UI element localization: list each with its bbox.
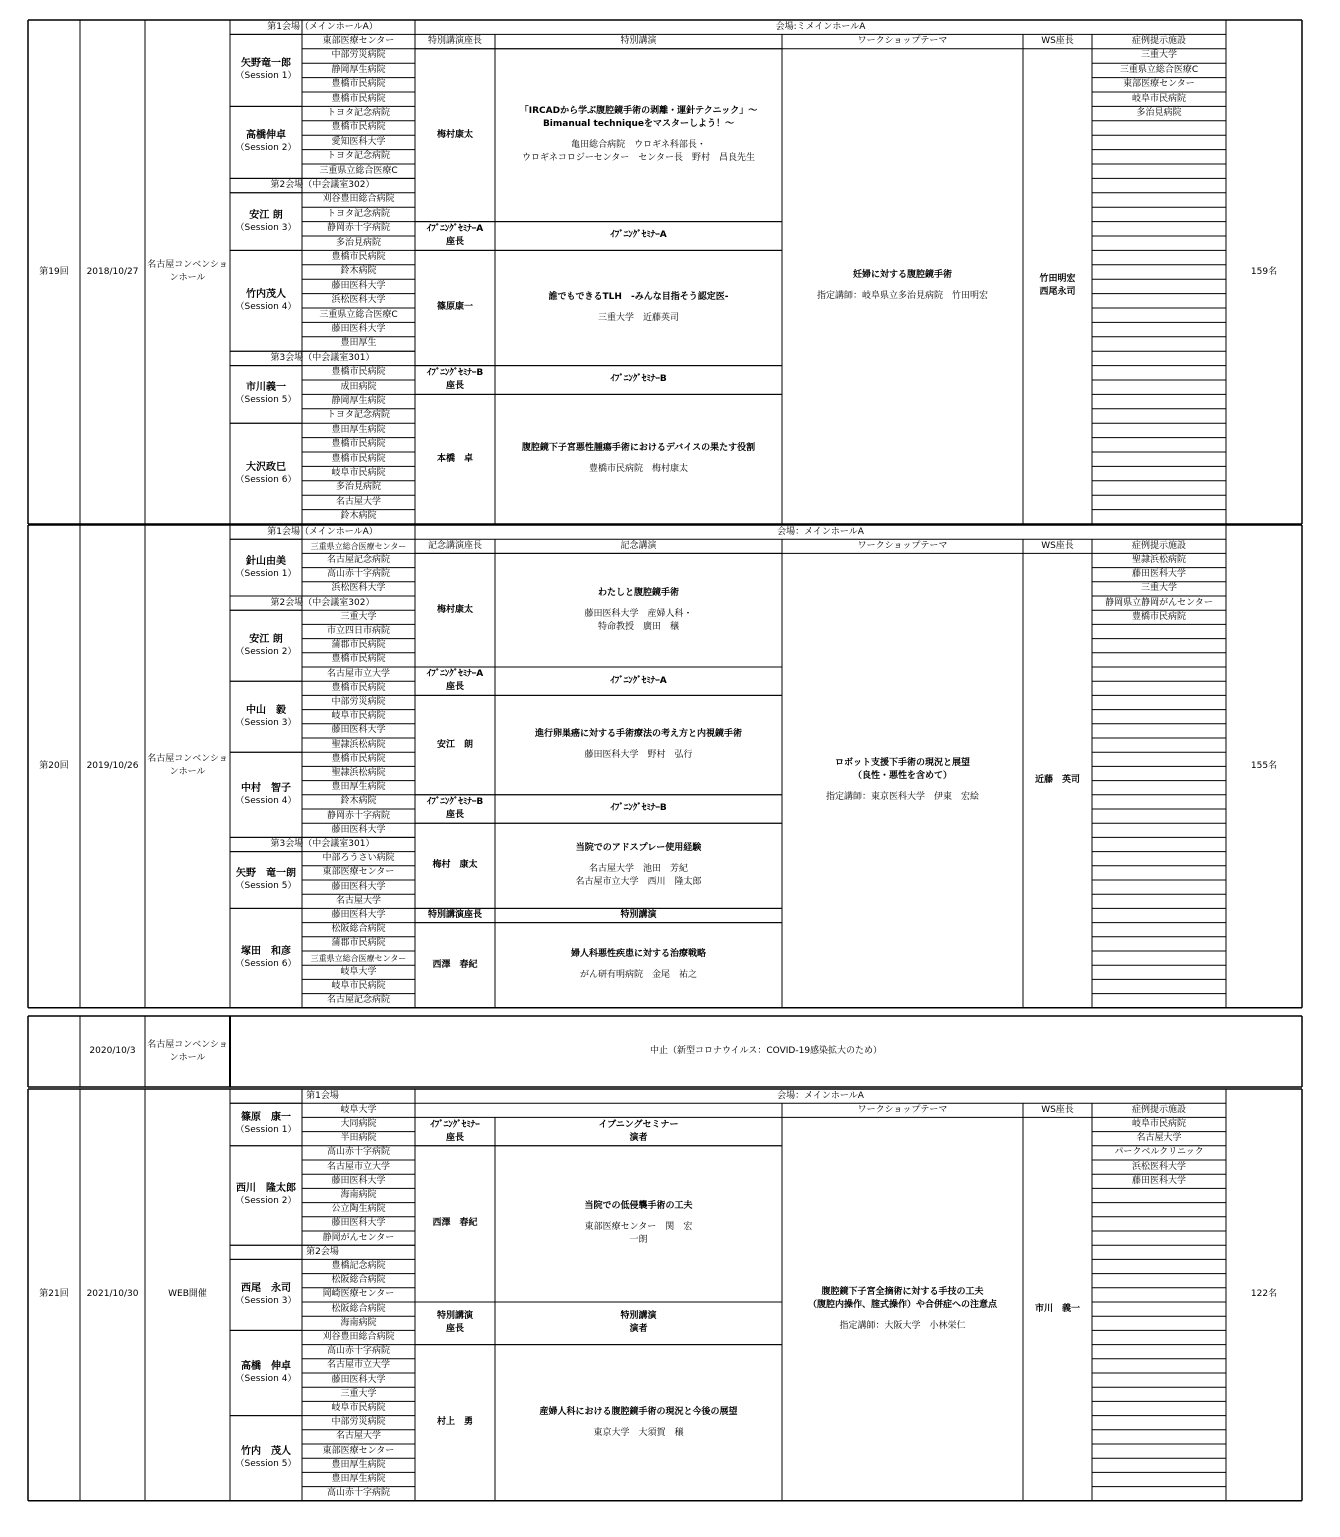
- lecture-title: 当院での低侵襲手術の工夫: [584, 1201, 693, 1212]
- lecture-title: 誰でもできるTLH -みんな目指そう認定医-: [548, 291, 729, 302]
- hospital-cell: 成田病院: [340, 381, 377, 392]
- lecture-speaker: 亀田総合病院 ウロギネ科部長・ ウロギネコロジーセンター センター長 野村 昌良先生: [522, 140, 755, 164]
- workshop-lecturer: 指定講師：大阪大学 小林栄仁: [839, 1320, 966, 1331]
- chair-name: 矢野竜一郎: [241, 58, 291, 70]
- header-cases: 症例提示施設: [1131, 1104, 1186, 1115]
- header-ws-chair: WS座長: [1041, 1104, 1074, 1115]
- lecture-chair: 梅村 康太: [432, 860, 478, 871]
- hospital-cell: 松阪総合病院: [331, 924, 386, 935]
- lecture-chair: ｲﾌﾞﾆﾝｸﾞｾﾐﾅｰA 座長: [426, 223, 484, 247]
- hospital-cell: 豊田厚生病院: [331, 424, 386, 435]
- session-label: （Session 5）: [235, 880, 297, 891]
- hospital-cell: 岡崎医療センター: [322, 1289, 395, 1300]
- session-label: （Session 6）: [235, 959, 297, 970]
- hospital-cell: トヨタ記念病院: [326, 410, 390, 421]
- lecture-chair: ｲﾌﾞﾆﾝｸﾞｾﾐﾅｰB 座長: [426, 367, 484, 391]
- header-lecture: 特別講演: [620, 36, 657, 47]
- hospital-cell: 藤田医科大学: [331, 824, 386, 835]
- session-chair: [230, 1146, 302, 1245]
- lecture-title: 進行卵巣癌に対する手術療法の考え方と内視鏡手術: [534, 729, 742, 740]
- session-chair: [230, 106, 302, 178]
- hospital-cell: 藤田医科大学: [331, 1374, 386, 1385]
- lecture-title: 当院でのアドスプレー使用経験: [575, 843, 702, 854]
- hospital-cell: 藤田医科大学: [331, 725, 386, 736]
- hospital-cell: 高山赤十字病院: [326, 1147, 390, 1158]
- meeting-number: 第20回: [39, 760, 69, 771]
- hospital-cell: 豊橋市民病院: [331, 93, 386, 104]
- lecture-chair: 特別講演 座長: [436, 1311, 473, 1335]
- room-header: 第1会場（メインホールA）: [267, 526, 378, 537]
- hospital-cell: 浜松医科大学: [331, 295, 386, 306]
- session-chair: [230, 1416, 302, 1501]
- hospital-cell: 松阪総合病院: [331, 1303, 386, 1314]
- hospital-cell: 岐阜市民病院: [331, 468, 386, 479]
- case-facility: 聖隷浜松病院: [1131, 554, 1186, 565]
- hospital-cell: 市立四日市病院: [326, 625, 390, 636]
- hospital-cell: 藤田医科大学: [331, 1218, 386, 1229]
- session-chair: [230, 423, 302, 524]
- session-label: （Session 6）: [235, 474, 297, 485]
- workshop-theme: 腹腔鏡下子宮全摘術に対する手技の工夫 （腹腔内操作、腟式操作）や合併症への注意点: [807, 1286, 997, 1310]
- session-chair: [230, 908, 302, 1007]
- lecture-cell: [495, 49, 782, 222]
- header-cases: 症例提示施設: [1131, 540, 1186, 551]
- lecture-title: ｲﾌﾞﾆﾝｸﾞｾﾐﾅｰB: [610, 374, 667, 385]
- workshop-lecturer: 指定講師：東京医科大学 伊東 宏絵: [825, 792, 979, 803]
- workshop-theme: 妊婦に対する腹腔鏡手術: [852, 270, 952, 281]
- hospital-cell: トヨタ記念病院: [326, 208, 390, 219]
- session-label: （Session 2）: [235, 1196, 297, 1207]
- hospital-cell: 岐阜市民病院: [331, 711, 386, 722]
- lecture-speaker: 藤田医科大学 産婦人科・ 特命教授 廣田 穣: [584, 608, 693, 632]
- hospital-cell: 静岡がんセンター: [322, 1232, 395, 1243]
- lecture-speaker: がん研有明病院 金尾 祐之: [579, 970, 697, 981]
- ws-chair: 竹田明宏 西尾永司: [1039, 274, 1076, 298]
- workshop-theme-cell: [782, 1117, 1023, 1500]
- hospital-cell: 多治見病院: [335, 482, 381, 493]
- hospital-cell: 豊橋市民病院: [331, 79, 386, 90]
- session-label: （Session 5）: [235, 1459, 297, 1470]
- lecture-cell: [495, 667, 782, 695]
- hospital-cell: 静岡厚生病院: [331, 64, 386, 75]
- lecture-title: ｲﾌﾞﾆﾝｸﾞｾﾐﾅｰB: [610, 803, 667, 814]
- session-chair: [230, 1259, 302, 1330]
- meeting-date: 2020/10/3: [89, 1046, 136, 1056]
- lecture-cell: [495, 795, 782, 823]
- chair-name: 竹内 茂人: [241, 1446, 291, 1458]
- hospital-cell: 公立陶生病院: [331, 1204, 386, 1215]
- lecture-title: 「IRCADから学ぶ腹腔鏡手術の剥離・運針テクニック」～ Bimanual techniqueをマスターしよう！～: [519, 106, 758, 130]
- hospital-cell: 鈴木病院: [340, 266, 377, 277]
- session-label: （Session 1）: [235, 568, 297, 579]
- hospital-cell: 高山赤十字病院: [326, 1346, 390, 1357]
- header-lecture-chair: 特別講演座長: [427, 36, 482, 47]
- hospital-cell: 豊田厚生病院: [331, 782, 386, 793]
- hospital-cell: トヨタ記念病院: [326, 108, 390, 119]
- room-header: 第2会場（中会議室302）: [270, 180, 375, 191]
- chair-name: 中村 智子: [241, 782, 291, 794]
- hospital-cell: 中部労災病院: [331, 696, 386, 707]
- chair-name: 市川義一: [246, 382, 286, 394]
- meeting-venue: 名古屋コンベンションホール: [147, 754, 228, 778]
- attendance: 122名: [1250, 1289, 1278, 1300]
- workshop-lecturer: 指定講師：岐阜県立多治見病院 竹田明宏: [816, 291, 988, 302]
- hospital-cell: 三重県立総合医療C: [319, 165, 398, 176]
- lecture-chair: 梅村康太: [436, 604, 473, 615]
- session-chair: [230, 193, 302, 251]
- lecture-title: わたしと腹腔鏡手術: [597, 587, 679, 598]
- venue-header: 会場:ミメインホールA: [775, 21, 866, 32]
- session-label: （Session 3）: [235, 1295, 297, 1306]
- session-chair: [230, 610, 302, 681]
- workshop-theme-cell: [782, 49, 1023, 524]
- session-chair: [230, 539, 302, 596]
- session-label: （Session 2）: [235, 143, 297, 154]
- hospital-cell: 岐阜大学: [340, 1104, 377, 1115]
- hospital-cell: 豊橋記念病院: [331, 1260, 386, 1271]
- hospital-cell: 藤田医科大学: [331, 324, 386, 335]
- lecture-cell: [495, 366, 782, 395]
- header-workshop: ワークショップテーマ: [857, 1104, 948, 1115]
- lecture-chair: ｲﾌﾞﾆﾝｸﾞｾﾐﾅｰA 座長: [426, 669, 484, 693]
- hospital-cell: 三重県立総合医療C: [319, 309, 398, 320]
- case-facility: パークベルクリニック: [1114, 1147, 1204, 1158]
- lecture-chair: ｲﾌﾞﾆﾝｸﾞｾﾐﾅｰB 座長: [426, 796, 484, 820]
- session-label: （Session 2）: [235, 646, 297, 657]
- lecture-speaker: 東京大学 大須賀 穣: [593, 1427, 684, 1438]
- lecture-cell: [495, 250, 782, 365]
- workshop-theme: ロボット支援下手術の現況と展望 （良性・悪性を含めて）: [834, 758, 970, 782]
- hospital-cell: 名古屋大学: [335, 895, 381, 906]
- chair-name: 竹内茂人: [246, 288, 286, 300]
- room-header: 第2会場（中会議室302）: [270, 597, 375, 608]
- chair-name: 大沢政巳: [246, 461, 286, 473]
- hospital-cell: 鈴木病院: [340, 511, 377, 522]
- lecture-chair: 本橋 卓: [436, 453, 473, 464]
- hospital-cell: 蒲郡市民病院: [331, 640, 386, 651]
- lecture-cell: [495, 1117, 782, 1145]
- chair-name: 篠原 康一: [241, 1112, 291, 1124]
- hospital-cell: 豊橋市民病院: [331, 122, 386, 133]
- hospital-cell: 名古屋市立大学: [326, 1360, 390, 1371]
- hospital-cell: 藤田医科大学: [331, 1175, 386, 1186]
- meeting-date: 2019/10/26: [86, 760, 139, 771]
- hospital-cell: 豊橋市民病院: [331, 367, 386, 378]
- cancel-note: 中止（新型コロナウイルス：COVID-19感染拡大のため）: [649, 1046, 883, 1056]
- lecture-speaker: 東部医療センター 関 宏 一朗: [584, 1222, 693, 1246]
- hospital-cell: 蒲郡市民病院: [331, 938, 386, 949]
- case-facility: 静岡県立静岡がんセンター: [1105, 597, 1213, 608]
- chair-name: 針山由美: [246, 555, 286, 567]
- lecture-speaker: 豊橋市民病院 梅村康太: [588, 464, 688, 475]
- attendance: 155名: [1250, 760, 1278, 771]
- lecture-cell: [495, 908, 782, 922]
- case-facility: 東部医療センター: [1123, 79, 1195, 90]
- lecture-chair: 安江 朗: [436, 739, 473, 750]
- lecture-chair: ｲﾌﾞﾆﾝｸﾞｾﾐﾅｰ 座長: [430, 1119, 480, 1143]
- lecture-cell: [495, 1345, 782, 1501]
- lecture-cell: [495, 1302, 782, 1345]
- hospital-cell: 藤田医科大学: [331, 881, 386, 892]
- session-label: （Session 4）: [235, 1373, 297, 1384]
- lecture-cell: [495, 823, 782, 908]
- chair-name: 西川 隆太郎: [236, 1183, 296, 1195]
- hospital-cell: 豊橋市民病院: [331, 753, 386, 764]
- hospital-cell: 豊橋市民病院: [331, 682, 386, 693]
- hospital-cell: 藤田医科大学: [331, 909, 386, 920]
- chair-name: 矢野 竜一朗: [236, 867, 296, 879]
- lecture-chair: 梅村康太: [436, 129, 473, 140]
- lecture-title: ｲﾌﾞﾆﾝｸﾞｾﾐﾅｰA: [610, 230, 667, 241]
- hospital-cell: 多治見病院: [335, 237, 381, 248]
- lecture-chair: 篠原康一: [436, 302, 473, 313]
- lecture-cell: [495, 923, 782, 1008]
- session-chair: [230, 1330, 302, 1415]
- hospital-cell: 岐阜大学: [340, 966, 377, 977]
- hospital-cell: 静岡赤十字病院: [326, 223, 390, 234]
- hospital-cell: 高山赤十字病院: [326, 569, 390, 580]
- hospital-cell: 豊田厚生病院: [331, 1459, 386, 1470]
- venue-header: 会場：メインホールA: [777, 1090, 864, 1101]
- meeting-number: 第21回: [39, 1289, 69, 1300]
- hospital-cell: 静岡厚生病院: [331, 396, 386, 407]
- hospital-cell: 東部医療センター: [322, 36, 395, 47]
- hospital-cell: 刈谷豊田総合病院: [322, 1331, 395, 1342]
- lecture-cell: [495, 695, 782, 794]
- lecture-chair: 村上 勇: [436, 1417, 473, 1428]
- hospital-cell: 豊田厚生: [340, 338, 377, 349]
- hospital-cell: 中部労災病院: [331, 1417, 386, 1428]
- chair-name: 塚田 和彦: [241, 946, 291, 958]
- hospital-cell: 海南病院: [340, 1317, 377, 1328]
- chair-name: 中山 毅: [246, 704, 286, 716]
- hospital-cell: 三重大学: [340, 611, 377, 622]
- case-facility: 名古屋大学: [1136, 1133, 1182, 1144]
- meeting-venue: 名古屋コンベンションホール: [147, 260, 228, 283]
- lecture-title: 特別講演: [620, 909, 657, 920]
- room-header: 第3会場（中会議室301）: [270, 838, 375, 849]
- hospital-cell: 半田病院: [340, 1133, 377, 1144]
- hospital-cell: 豊田厚生病院: [331, 1473, 386, 1484]
- venue-header: 会場：メインホールA: [777, 526, 864, 537]
- lecture-cell: [495, 394, 782, 524]
- hospital-cell: 豊橋市民病院: [331, 439, 386, 450]
- session-label: （Session 3）: [235, 717, 297, 728]
- hospital-cell: 名古屋大学: [335, 1431, 381, 1442]
- hospital-cell: 東部医療センター: [322, 867, 395, 878]
- chair-name: 安江 朗: [249, 209, 283, 221]
- hospital-cell: 聖隷浜松病院: [331, 739, 386, 750]
- meeting-date: 2018/10/27: [86, 266, 139, 277]
- case-facility: 岐阜市民病院: [1131, 93, 1186, 104]
- session-chair: [230, 752, 302, 837]
- hospital-cell: 鈴木病院: [340, 796, 377, 807]
- session-label: （Session 4）: [235, 795, 297, 806]
- lecture-cell: [495, 1146, 782, 1302]
- hospital-cell: 中部ろうさい病院: [322, 853, 395, 864]
- case-facility: 三重大学: [1140, 50, 1177, 61]
- hospital-cell: 豊橋市民病院: [331, 654, 386, 665]
- hospital-cell: 岐阜市民病院: [331, 980, 386, 991]
- session-chair: [230, 852, 302, 909]
- header-workshop: ワークショップテーマ: [857, 36, 948, 47]
- meeting-venue: WEB開催: [168, 1289, 207, 1300]
- lecture-title: ｲﾌﾞﾆﾝｸﾞｾﾐﾅｰA: [610, 675, 667, 686]
- chair-name: 高橋 伸卓: [241, 1360, 291, 1372]
- hospital-cell: 静岡赤十字病院: [326, 810, 390, 821]
- hospital-cell: 岐阜市民病院: [331, 1402, 386, 1413]
- workshop-theme-cell: [782, 553, 1023, 1007]
- lecture-chair: 西澤 春紀: [432, 1218, 478, 1229]
- hospital-cell: 浜松医科大学: [331, 583, 386, 594]
- header-workshop: ワークショップテーマ: [857, 540, 948, 551]
- header-ws-chair: WS座長: [1041, 540, 1074, 551]
- chair-name: 高橋伸卓: [246, 130, 286, 142]
- meeting-venue: 名古屋コンベンションホール: [147, 1039, 228, 1063]
- hospital-cell: 名古屋市立大学: [326, 668, 390, 679]
- lecture-cell: [495, 553, 782, 667]
- room-header: 第1会場（メインホールA）: [267, 21, 378, 32]
- hospital-cell: 名古屋市立大学: [326, 1161, 390, 1172]
- hospital-cell: トヨタ記念病院: [326, 151, 390, 162]
- header-lecture-chair: 記念講演座長: [427, 540, 482, 551]
- session-chair: [230, 34, 302, 106]
- header-lecture: 記念講演: [620, 540, 657, 551]
- ws-chair: 市川 義一: [1034, 1303, 1080, 1314]
- session-chair: [230, 1103, 302, 1146]
- hospital-cell: 中部労災病院: [331, 50, 386, 61]
- case-facility: 藤田医科大学: [1131, 569, 1186, 580]
- hospital-cell: 豊橋市民病院: [331, 252, 386, 263]
- case-facility: 三重県立総合医療C: [1119, 64, 1199, 75]
- hospital-cell: 名古屋記念病院: [326, 995, 390, 1006]
- case-facility: 三重大学: [1140, 583, 1177, 594]
- lecture-title: イブニングセミナー 演者: [598, 1119, 679, 1143]
- hospital-cell: 名古屋記念病院: [326, 554, 390, 565]
- room-header: 第3会場（中会議室301）: [270, 352, 375, 363]
- lecture-title: 婦人科悪性疾患に対する治療戦略: [570, 949, 706, 960]
- lecture-speaker: 三重大学 近藤英司: [597, 312, 679, 323]
- lecture-title: 産婦人科における腹腔鏡手術の現況と今後の展望: [539, 1406, 738, 1417]
- hospital-cell: 愛知医科大学: [331, 136, 386, 147]
- session-label: （Session 1）: [235, 71, 297, 82]
- ws-chair: 近藤 英司: [1034, 775, 1080, 786]
- hospital-cell: 高山赤十字病院: [326, 1488, 390, 1499]
- lecture-title: 特別講演 演者: [620, 1311, 657, 1335]
- hospital-cell: 三重県立総合医療センター: [310, 541, 407, 551]
- hospital-cell: 三重県立総合医療センター: [310, 953, 407, 963]
- lecture-chair: 西澤 春紀: [432, 959, 478, 970]
- lecture-speaker: 藤田医科大学 野村 弘行: [584, 750, 693, 761]
- header-ws-chair: WS座長: [1041, 36, 1074, 47]
- lecture-speaker: 名古屋大学 池田 芳紀 名古屋市立大学 西川 隆太郎: [575, 864, 702, 888]
- case-facility: 豊橋市民病院: [1131, 611, 1186, 622]
- hospital-cell: 東部医療センター: [322, 1445, 395, 1456]
- hospital-cell: 松阪総合病院: [331, 1275, 386, 1286]
- room-header: 第1会場: [306, 1090, 339, 1101]
- session-chair: [230, 250, 302, 351]
- hospital-cell: 名古屋大学: [335, 496, 381, 507]
- case-facility: 岐阜市民病院: [1131, 1118, 1186, 1129]
- session-label: （Session 3）: [235, 222, 297, 233]
- hospital-cell: 大同病院: [340, 1118, 377, 1129]
- chair-name: 安江 朗: [249, 633, 283, 645]
- hospital-cell: 藤田医科大学: [331, 280, 386, 291]
- meeting-number: 第19回: [39, 266, 69, 277]
- session-label: （Session 1）: [235, 1125, 297, 1136]
- case-facility: 藤田医科大学: [1131, 1175, 1186, 1186]
- hospital-cell: 刈谷豊田総合病院: [322, 194, 395, 205]
- hospital-cell: 聖隷浜松病院: [331, 767, 386, 778]
- attendance: 159名: [1250, 266, 1278, 277]
- session-chair: [230, 366, 302, 424]
- hospital-cell: 海南病院: [340, 1189, 377, 1200]
- meeting-date: 2021/10/30: [86, 1289, 139, 1300]
- lecture-cell: [495, 222, 782, 251]
- hospital-cell: 三重大学: [340, 1388, 377, 1399]
- lecture-title: 腹腔鏡下子宮悪性腫瘍手術におけるデバイスの果たす役割: [521, 443, 756, 454]
- room-header: 第2会場: [306, 1246, 339, 1257]
- hospital-cell: 豊橋市民病院: [331, 453, 386, 464]
- lecture-chair: 特別講演座長: [427, 909, 482, 920]
- case-facility: 多治見病院: [1136, 108, 1182, 119]
- chair-name: 西尾 永司: [241, 1282, 291, 1294]
- header-cases: 症例提示施設: [1131, 36, 1186, 47]
- session-label: （Session 5）: [235, 395, 297, 406]
- case-facility: 浜松医科大学: [1131, 1161, 1186, 1172]
- session-chair: [230, 681, 302, 752]
- session-label: （Session 4）: [235, 301, 297, 312]
